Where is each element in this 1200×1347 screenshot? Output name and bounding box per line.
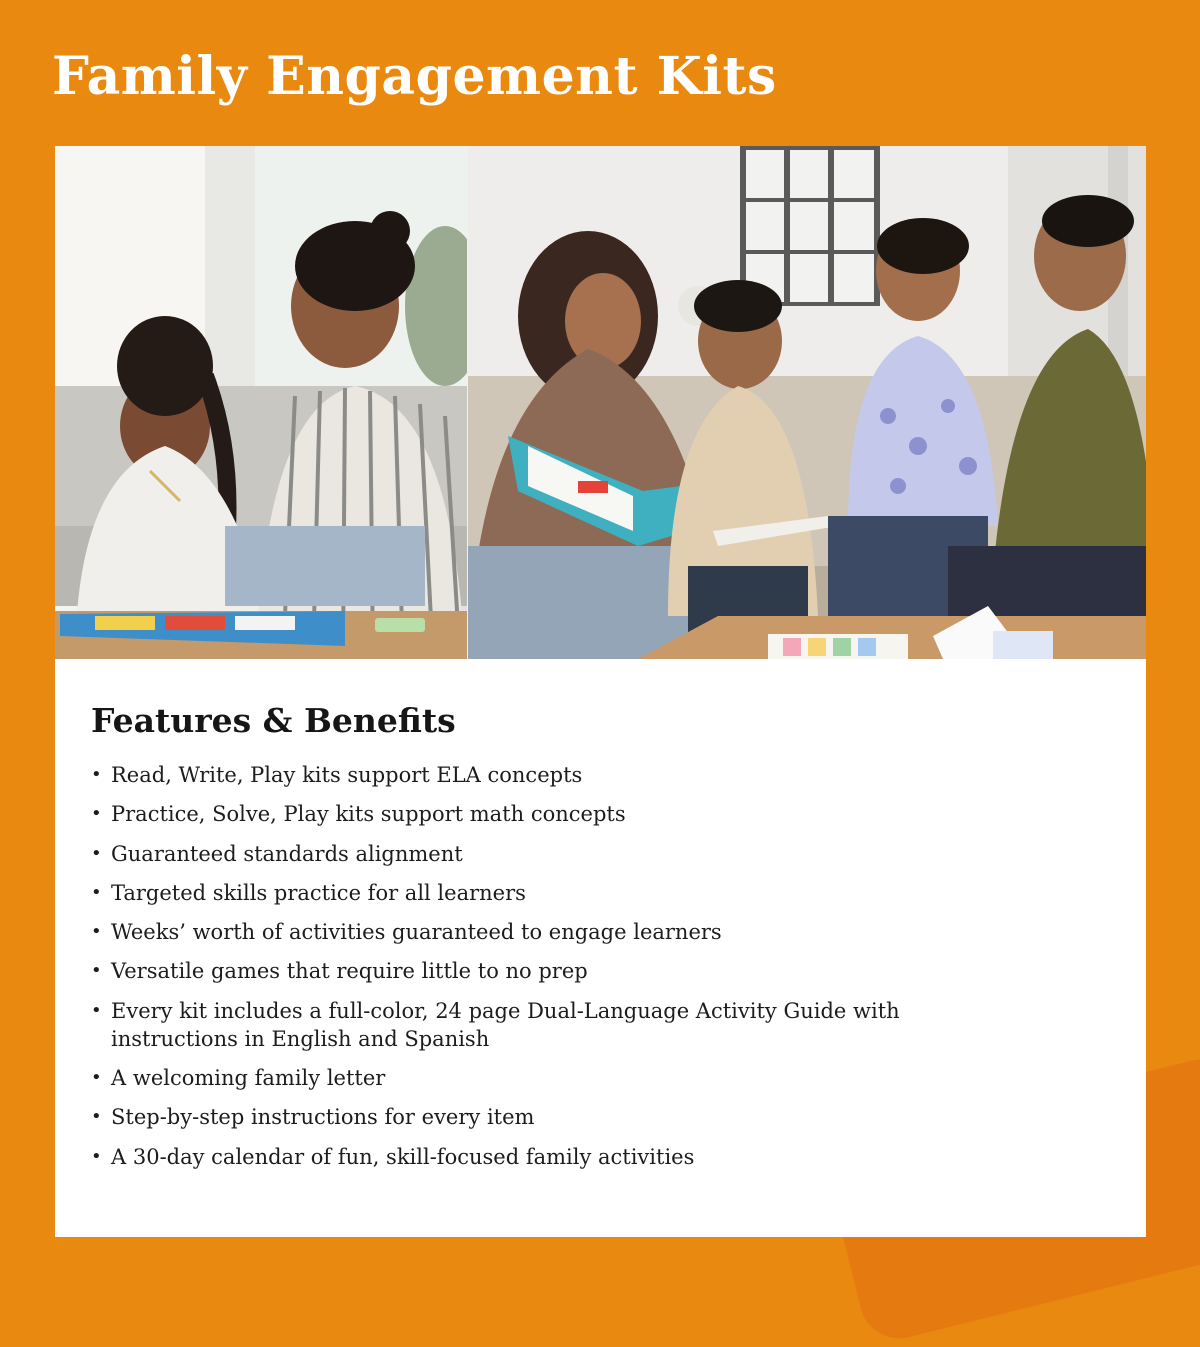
benefit-text: Every kit includes a full-color, 24 page Dual-Language Activity Guide with instructions in English and Spanish: [111, 998, 900, 1051]
content-card: [55, 146, 1146, 1237]
bullet-icon: •: [91, 764, 102, 785]
benefit-text: Guaranteed standards alignment: [111, 841, 463, 866]
benefit-text: A welcoming family letter: [111, 1066, 386, 1091]
features-heading: Features & Benefits: [91, 701, 456, 740]
benefit-item: [91, 800, 961, 828]
benefit-item: [91, 1143, 961, 1171]
benefit-text: Targeted skills practice for all learners: [111, 880, 526, 905]
bullet-icon: •: [91, 1145, 102, 1167]
bullet-icon: •: [91, 842, 102, 864]
benefit-text: Read, Write, Play kits support ELA concepts: [111, 763, 583, 787]
benefit-text: Versatile games that require little to no prep: [111, 959, 588, 984]
page-title: Family Engagement Kits: [52, 46, 777, 107]
benefit-item: [91, 997, 961, 1053]
family-reading-photo-icon: [468, 146, 1146, 659]
bullet-icon: •: [91, 960, 102, 982]
benefit-item: [91, 840, 961, 868]
benefits-list: [91, 761, 1091, 1171]
benefit-item: [91, 918, 961, 946]
bullet-icon: •: [91, 803, 102, 825]
bullet-icon: •: [91, 881, 102, 903]
bullet-icon: •: [91, 1067, 102, 1089]
benefit-item: [91, 1103, 961, 1131]
bullet-icon: •: [91, 921, 102, 943]
benefit-text: Step-by-step instructions for every item: [111, 1105, 535, 1130]
benefit-item: [91, 957, 961, 985]
benefit-item: [91, 879, 961, 907]
hero-photo-banner: [55, 146, 1146, 659]
benefit-text: Weeks’ worth of activities guaranteed to engage learners: [111, 920, 722, 945]
bullet-icon: •: [91, 999, 102, 1021]
photo-mother-daughter: [55, 146, 467, 659]
benefit-text: A 30-day calendar of fun, skill-focused family activities: [111, 1144, 695, 1169]
benefit-text: Practice, Solve, Play kits support math concepts: [111, 802, 626, 827]
bullet-icon: •: [91, 1106, 102, 1128]
photo-family-couch: [468, 146, 1146, 659]
features-section: [91, 701, 1091, 1182]
benefit-item: [91, 761, 961, 789]
benefit-item: [91, 1064, 961, 1092]
mother-daughter-photo-icon: [55, 146, 467, 659]
